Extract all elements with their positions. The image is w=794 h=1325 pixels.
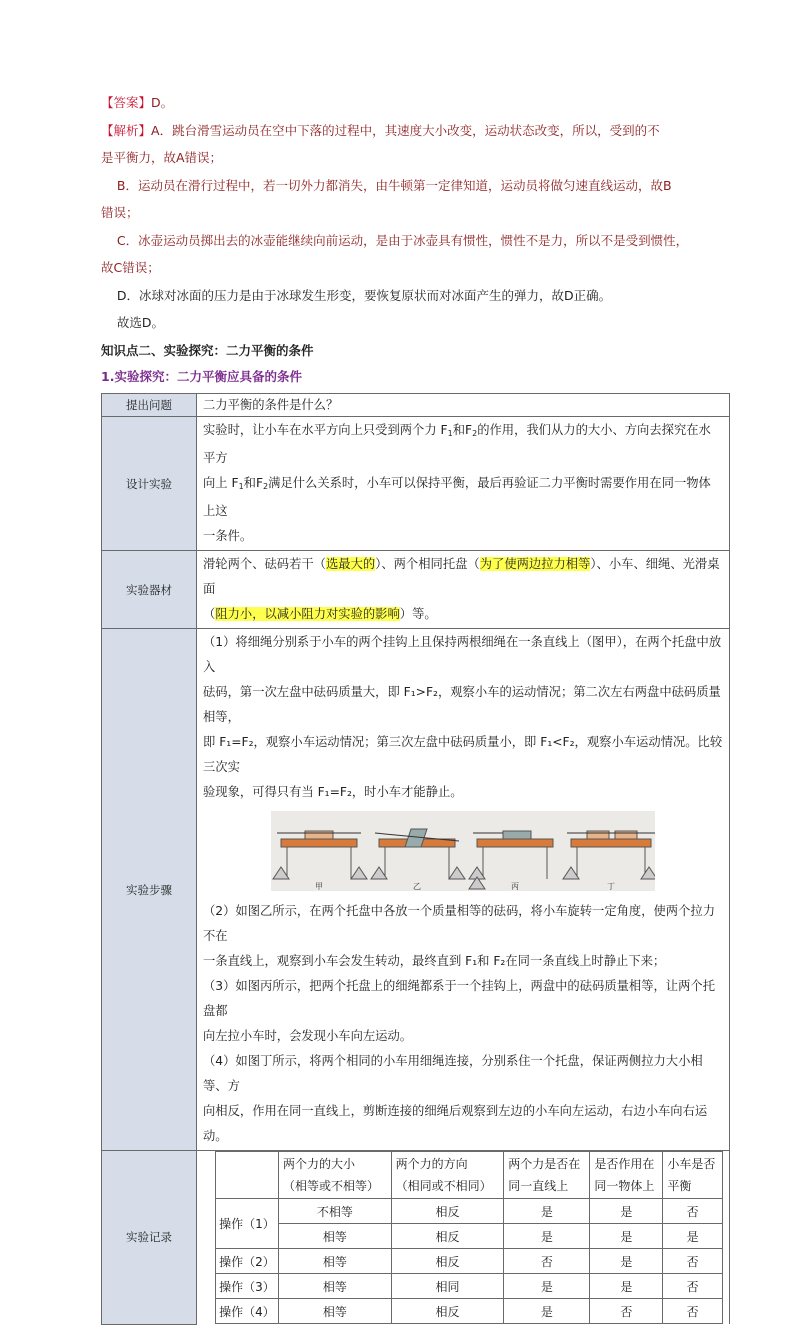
col-header-direction-1: 两个力的方向 [395, 1157, 468, 1171]
sub-2b: 2 [263, 482, 269, 491]
col-header-direction-2: （相同或不相同） [395, 1179, 492, 1193]
design-text-1c: 的作用，我们从力的大小、方向去探究在水平方 [203, 423, 711, 465]
step4-line2: 向相反，作用在同一直线上，剪断连接的细绳后观察到左边的小车向左运动，右边小车向右运动。 [203, 1104, 708, 1143]
analysis-a [101, 117, 726, 171]
experiment-diagrams [271, 811, 655, 891]
row-equipment [102, 551, 730, 629]
step2-line2: 一条直线上，观察到小车会发生转动，最终直到 F₁和 F₂在同一条直线上时静止下来； [203, 954, 666, 968]
table-cell: 是 [590, 1274, 663, 1299]
col-header-magnitude [279, 1152, 392, 1199]
analysis-b-line2: 错误； [101, 205, 139, 220]
table-cell: 相反 [391, 1249, 504, 1274]
table-cell: 否 [663, 1299, 723, 1324]
content-question: 二力平衡的条件是什么？ [197, 394, 730, 417]
equip-highlight-2: 为了使两边拉力相等 [479, 557, 591, 571]
header-design: 设计实验 [102, 417, 197, 551]
col-header-line-1: 两个力是否在 [508, 1157, 581, 1171]
row-question [102, 394, 730, 417]
step1-line2: 砝码，第一次左盘中砝码质量大，即 F₁>F₂，观察小车的运动情况；第二次左右两盘中砝码质量相等， [203, 685, 721, 724]
conclusion-text: 故选D。 [116, 315, 165, 330]
analysis-a-line1: A．跳台滑雪运动员在空中下落的过程中，其速度大小改变，运动状态改变，所以，受到的不 [151, 123, 660, 138]
col-header-object [590, 1152, 663, 1199]
step1-line1: （1）将细绳分别系于小车的两个挂钩上且保持两根细绳在一条直线上（图甲），在两个托盘中放入 [203, 635, 722, 674]
analysis-d [101, 282, 726, 309]
op-label: 操作（4） [216, 1299, 279, 1324]
header-question: 提出问题 [102, 394, 197, 417]
header-steps: 实验步骤 [102, 629, 197, 1151]
table-cell: 是 [663, 1224, 723, 1249]
table-cell: 不相等 [279, 1199, 392, 1224]
record-header-row [216, 1152, 723, 1199]
equip-p2: ）、两个相同托盘（ [375, 557, 480, 571]
design-text-3: 一条件。 [203, 529, 253, 543]
answer-line [101, 89, 726, 116]
analysis-label: 【解析】 [101, 123, 152, 138]
col-header-magnitude-2: （相等或不相等） [283, 1179, 380, 1193]
table-cell: 否 [663, 1274, 723, 1299]
step4-line1: （4）如图丁所示，将两个相同的小车用细绳连接，分别系住一个托盘，保证两侧拉力大小相等、方 [203, 1054, 703, 1093]
header-record: 实验记录 [102, 1151, 197, 1325]
experiment-figure [271, 811, 655, 891]
table-row [216, 1274, 723, 1299]
table-cell: 相反 [391, 1224, 504, 1249]
op-label: 操作（1） [216, 1199, 279, 1249]
equip-highlight-3: 阻力小，以减小阻力对实验的影响 [215, 607, 400, 621]
design-text-1b: 和F [452, 423, 473, 437]
table-cell: 相等 [279, 1249, 392, 1274]
table-cell: 相反 [391, 1299, 504, 1324]
table-row [216, 1299, 723, 1324]
step1-line4: 验现象，可得只有当 F₁=F₂，时小车才能静止。 [203, 785, 463, 799]
subsection-title: 1.实验探究：二力平衡应具备的条件 [101, 369, 302, 384]
col-header-object-1: 是否作用在 [594, 1157, 655, 1171]
table-cell: 是 [504, 1199, 590, 1224]
section-title: 知识点二、实验探究：二力平衡的条件 [101, 343, 314, 358]
col-header-balance [663, 1152, 723, 1199]
content-design [197, 417, 730, 551]
table-cell: 否 [663, 1249, 723, 1274]
row-steps [102, 629, 730, 1151]
fig-label-ding: 丁 [607, 882, 615, 891]
col-header-object-2: 同一物体上 [594, 1179, 655, 1193]
table-cell: 是 [590, 1249, 663, 1274]
table-cell: 否 [663, 1199, 723, 1224]
conclusion [101, 309, 726, 336]
equip-p3: ）、小车、细绳、光滑桌面 [203, 557, 720, 596]
table-row [216, 1199, 723, 1224]
table-cell: 否 [504, 1249, 590, 1274]
op-label: 操作（2） [216, 1249, 279, 1274]
answer-value: D。 [151, 95, 174, 110]
table-cell: 是 [504, 1299, 590, 1324]
table-row [216, 1224, 723, 1249]
col-header-balance-1: 小车是否 [667, 1157, 716, 1171]
col-header-line-2: 同一直线上 [508, 1179, 569, 1193]
sub-1b: 1 [238, 482, 244, 491]
table-cell: 相等 [279, 1274, 392, 1299]
record-table [215, 1151, 723, 1324]
fig-label-bing: 丙 [511, 882, 519, 891]
table-cell: 否 [590, 1299, 663, 1324]
step2-line1: （2）如图乙所示，在两个托盘中各放一个质量相等的砝码，将小车旋转一定角度，使两个拉力不在 [203, 904, 715, 943]
col-header-line [504, 1152, 590, 1199]
design-text-2b: 和F [243, 476, 264, 490]
equip-p4: （ [203, 607, 216, 621]
table-cell: 相等 [279, 1224, 392, 1249]
col-header-direction [391, 1152, 504, 1199]
analysis-a-line2: 是平衡力，故A错误； [101, 150, 223, 165]
design-text-1: 实验时，让小车在水平方向上只受到两个力 F [203, 423, 448, 437]
analysis-c-line1: C．冰壶运动员掷出去的冰壶能继续向前运动，是由于冰壶具有惯性，惯性不是力，所以不是受到惯性， [116, 233, 689, 248]
table-cell: 是 [504, 1224, 590, 1249]
table-cell: 相等 [279, 1299, 392, 1324]
sub-2: 2 [472, 429, 478, 438]
equip-highlight-1: 选最大的 [325, 557, 376, 571]
op-label: 操作（3） [216, 1274, 279, 1299]
step3-line1: （3）如图丙所示，把两个托盘上的细绳都系于一个挂钩上，两盘中的砝码质量相等，让两个托盘都 [203, 979, 715, 1018]
equip-p5: ）等。 [399, 607, 437, 621]
experiment-table [101, 393, 730, 1325]
col-header-magnitude-1: 两个力的大小 [283, 1157, 356, 1171]
equip-p1: 滑轮两个、砝码若干（ [203, 557, 326, 571]
row-record [102, 1151, 730, 1325]
content-equipment [197, 551, 730, 629]
step3-line2: 向左拉小车时，会发现小车向左运动。 [203, 1029, 413, 1043]
analysis-b [101, 172, 726, 226]
analysis-c [101, 227, 726, 281]
header-equipment: 实验器材 [102, 551, 197, 629]
design-text-2c: 满足什么关系时，小车可以保持平衡，最后再验证二力平衡时需要作用在同一物体上这 [203, 476, 711, 518]
analysis-b-line1: B．运动员在滑行过程中，若一切外力都消失，由牛顿第一定律知道，运动员将做匀速直线运动，故B [116, 178, 672, 193]
table-cell: 是 [504, 1274, 590, 1299]
row-design [102, 417, 730, 551]
content-steps [197, 629, 730, 1151]
table-cell: 是 [590, 1224, 663, 1249]
fig-label-yi: 乙 [413, 882, 421, 891]
step1-line3: 即 F₁=F₂，观察小车运动情况；第三次左盘中砝码质量小，即 F₁<F₂，观察小车运动情况。比较三次实 [203, 735, 723, 774]
fig-label-jia: 甲 [315, 882, 323, 891]
design-text-2a: 向上 F [203, 476, 239, 490]
content-record [197, 1151, 730, 1325]
table-row [216, 1249, 723, 1274]
table-cell: 是 [590, 1199, 663, 1224]
table-cell: 相反 [391, 1199, 504, 1224]
record-corner [216, 1152, 279, 1199]
col-header-balance-2: 平衡 [667, 1179, 692, 1193]
analysis-c-line2: 故C错误； [101, 260, 160, 275]
analysis-d-text: D．冰球对冰面的压力是由于冰球发生形变，要恢复原状而对冰面产生的弹力，故D正确。 [116, 288, 612, 303]
answer-label: 【答案】 [101, 95, 152, 110]
table-cell: 相同 [391, 1274, 504, 1299]
sub-1: 1 [447, 429, 453, 438]
